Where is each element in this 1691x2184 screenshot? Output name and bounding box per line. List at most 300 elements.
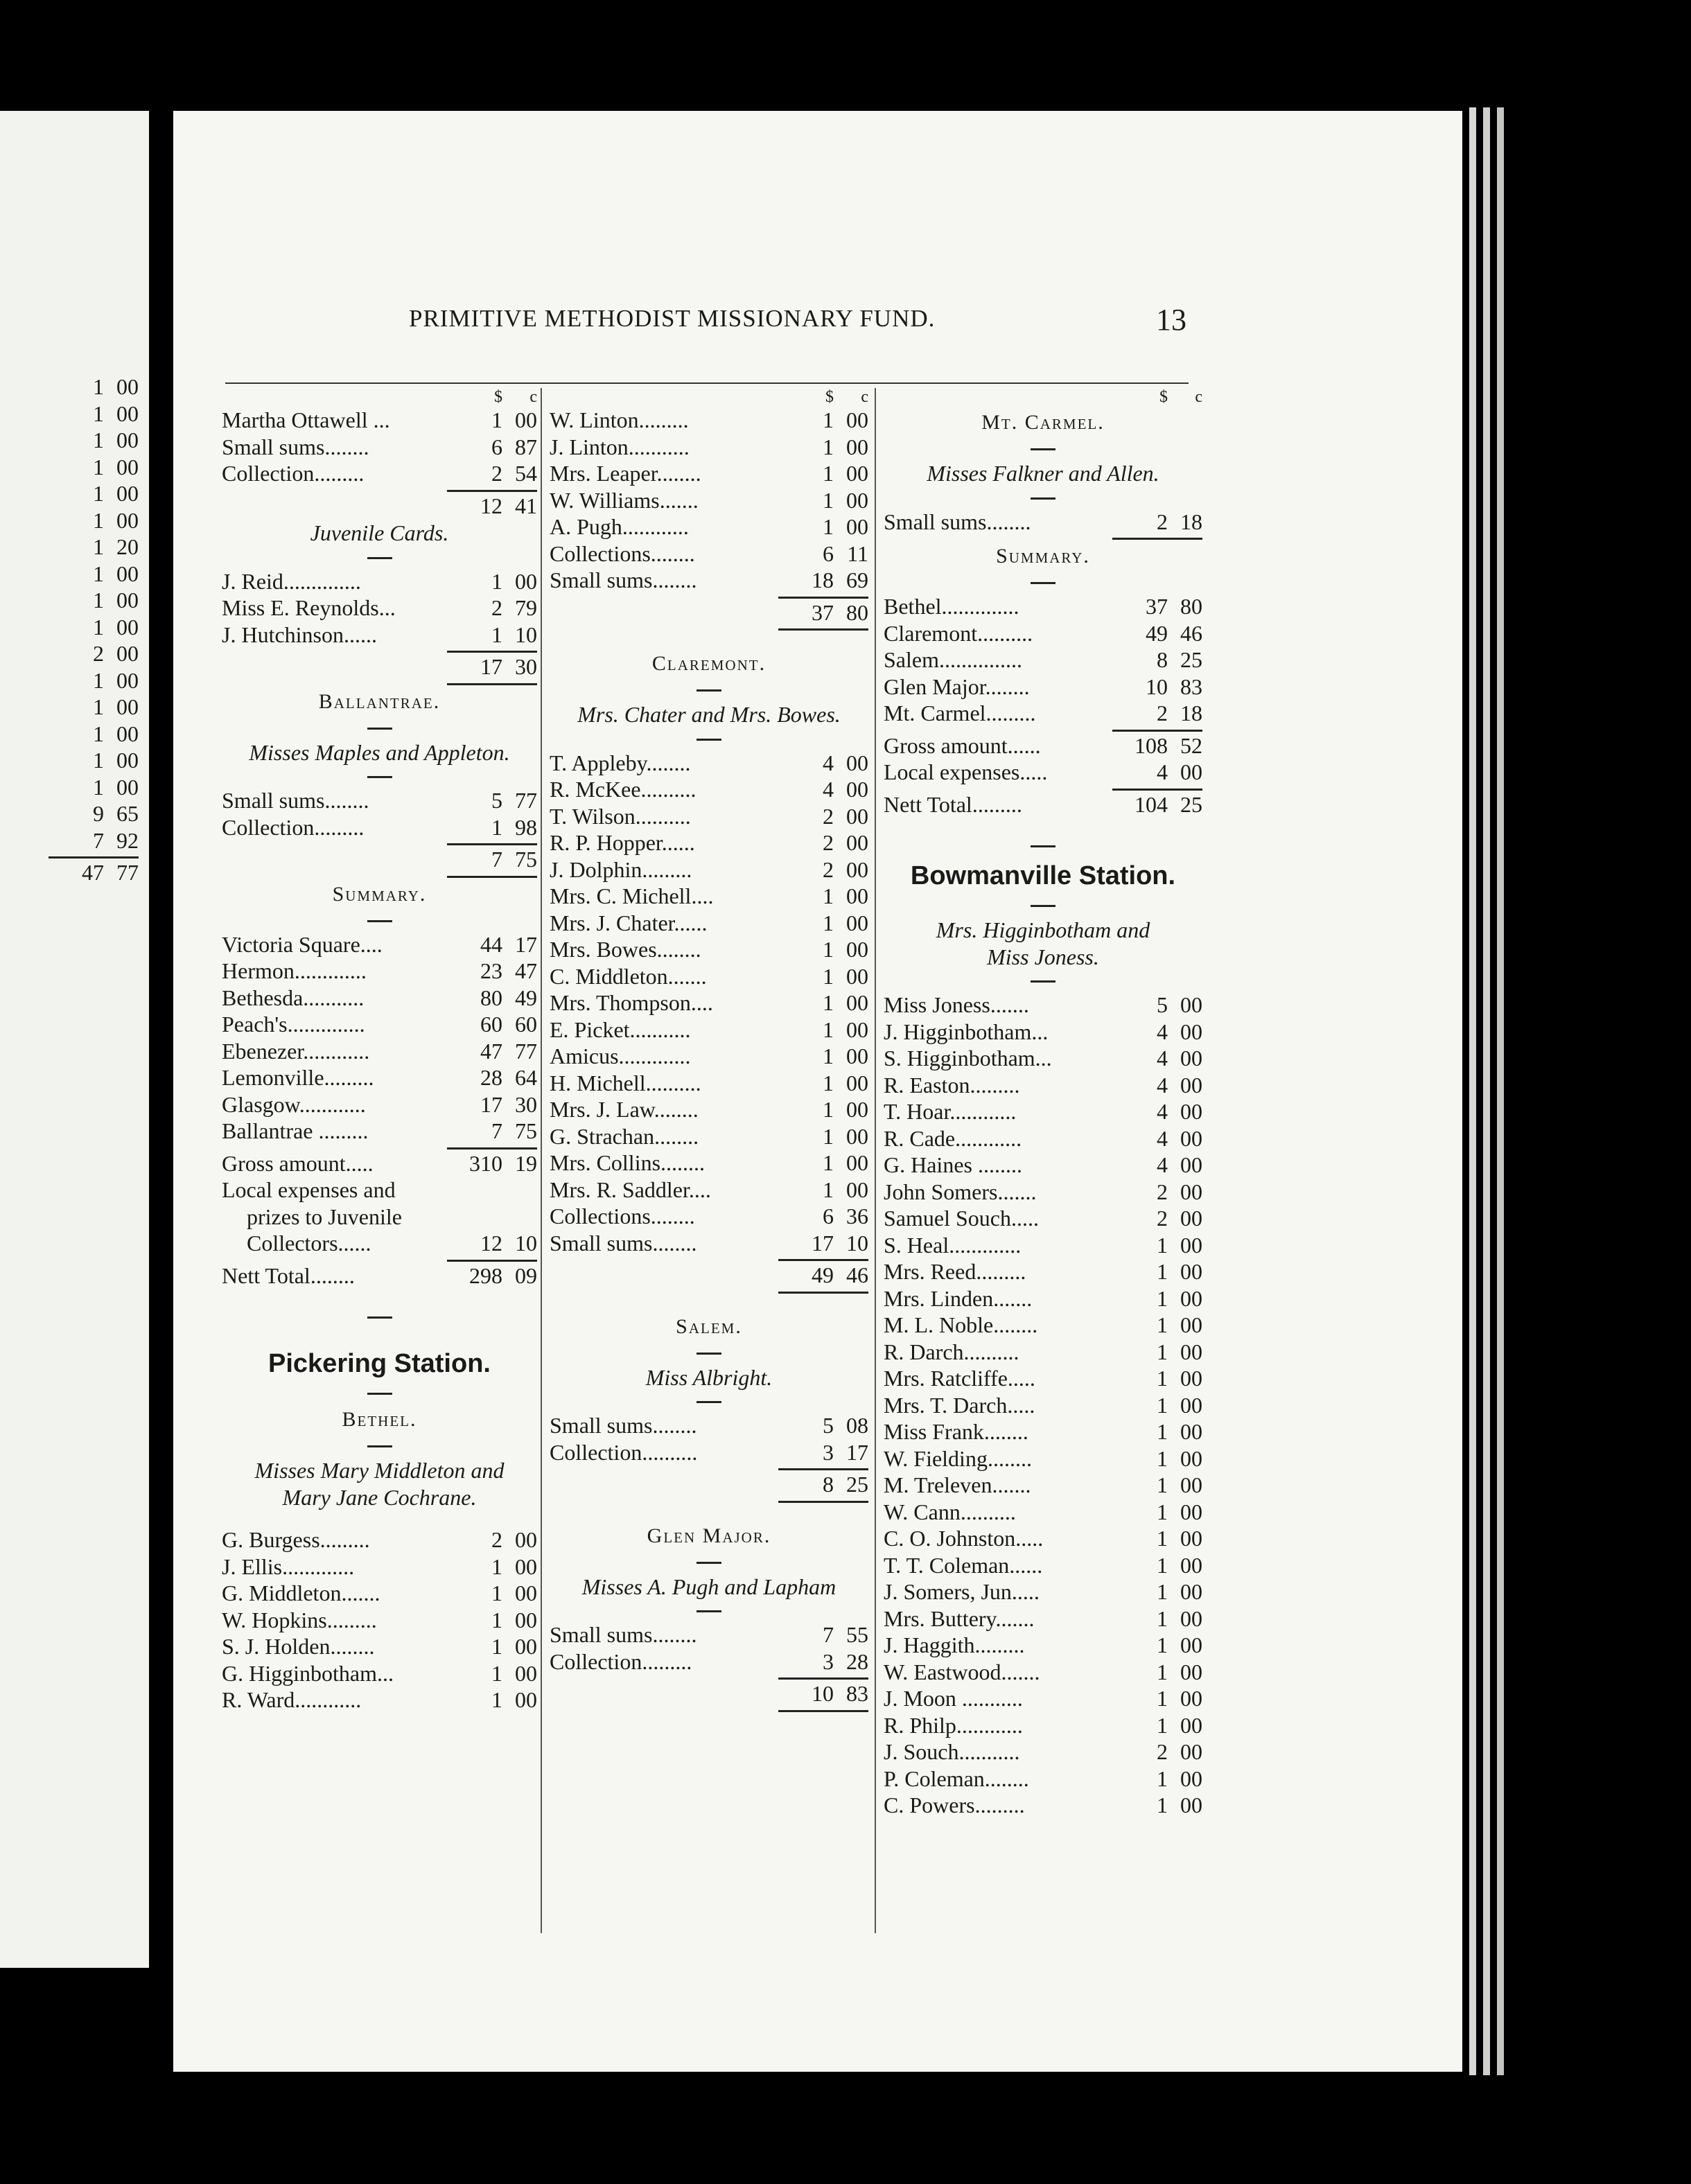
sum-rule bbox=[222, 841, 537, 847]
dollars: 37 bbox=[1146, 594, 1168, 619]
entry-name: R. Easton......... bbox=[884, 1072, 1020, 1098]
dollars: 1 bbox=[491, 1607, 502, 1632]
dash bbox=[550, 728, 868, 750]
entry-name: Bethesda........... bbox=[222, 985, 365, 1010]
dollars: 60 bbox=[480, 1012, 502, 1037]
cents: 75 bbox=[515, 847, 537, 872]
ledger-row bbox=[222, 1012, 537, 1039]
cents: 36 bbox=[846, 1204, 868, 1228]
ledger-row bbox=[222, 407, 537, 434]
ledger-row bbox=[550, 1097, 868, 1124]
fragment-row bbox=[0, 481, 139, 508]
dollars: 1 bbox=[1157, 1366, 1168, 1391]
entry-name: W. Linton......... bbox=[550, 407, 689, 432]
ledger-row bbox=[884, 1046, 1202, 1073]
cents: 00 bbox=[116, 481, 139, 506]
cents: 00 bbox=[1180, 1632, 1202, 1657]
cents: 20 bbox=[116, 534, 139, 559]
cents: 00 bbox=[116, 428, 139, 452]
cents: 55 bbox=[846, 1622, 868, 1647]
cents: 00 bbox=[116, 588, 139, 613]
entry-name: R. P. Hopper...... bbox=[550, 830, 695, 855]
cents: 00 bbox=[116, 667, 139, 693]
dollars: 4 bbox=[1157, 1046, 1168, 1071]
ledger-row bbox=[884, 1393, 1202, 1420]
cents: 98 bbox=[515, 814, 537, 840]
cents: 28 bbox=[846, 1648, 868, 1674]
cents: 00 bbox=[1180, 1019, 1202, 1044]
fragment-row bbox=[0, 721, 139, 748]
dollars: 6 bbox=[823, 1204, 834, 1228]
cents: 80 bbox=[846, 599, 868, 625]
cents: 00 bbox=[1180, 1179, 1202, 1204]
entry-name: J. Dolphin......... bbox=[550, 856, 692, 882]
entry-name: Salem............... bbox=[884, 647, 1022, 672]
cents: 52 bbox=[1180, 732, 1202, 758]
cents: 30 bbox=[515, 1091, 537, 1117]
ledger-row bbox=[550, 1124, 868, 1151]
cents: 00 bbox=[116, 774, 139, 800]
cents: 00 bbox=[116, 641, 139, 666]
cents: 00 bbox=[1180, 1739, 1202, 1764]
ledger-row bbox=[222, 932, 537, 959]
entry-name: C. Middleton....... bbox=[550, 963, 707, 989]
cents: 00 bbox=[1180, 1259, 1202, 1284]
ledger-row bbox=[550, 910, 868, 937]
cents: 00 bbox=[1180, 1312, 1202, 1337]
total-row bbox=[550, 1472, 868, 1499]
sum-rule bbox=[222, 1258, 537, 1263]
cents: 60 bbox=[515, 1012, 537, 1037]
ledger-row bbox=[222, 595, 537, 622]
station-heading-bowmanville: Bowmanville Station. bbox=[910, 861, 1176, 890]
cents: 00 bbox=[515, 1634, 537, 1659]
fragment-row bbox=[0, 775, 139, 802]
ledger-row bbox=[884, 647, 1202, 674]
cents: 54 bbox=[515, 461, 537, 486]
cents: 00 bbox=[116, 374, 139, 399]
cents: 09 bbox=[515, 1262, 537, 1288]
entry-name: Small sums........ bbox=[222, 434, 369, 459]
cents: 00 bbox=[1180, 1099, 1202, 1124]
cents: 00 bbox=[1180, 992, 1202, 1017]
ledger-row bbox=[884, 1659, 1202, 1687]
local-expenses-line: prizes to Juvenile bbox=[247, 1204, 402, 1229]
cents: 00 bbox=[846, 910, 868, 935]
entry-name: G. Burgess......... bbox=[222, 1527, 370, 1552]
dollars: 6 bbox=[823, 540, 834, 566]
entry-name: Collections........ bbox=[550, 540, 695, 566]
dollars: 4 bbox=[1157, 1099, 1168, 1124]
dollars: 1 bbox=[823, 514, 834, 539]
ledger-row bbox=[884, 992, 1202, 1019]
entry-name: Collection......... bbox=[550, 1648, 692, 1674]
spacer bbox=[222, 1328, 537, 1345]
dollars: 2 bbox=[491, 461, 502, 486]
entry-name: Small sums........ bbox=[550, 1413, 697, 1438]
dollars: 1 bbox=[93, 481, 104, 506]
dollars: 10 bbox=[1146, 673, 1168, 699]
dollars: 7 bbox=[491, 1118, 502, 1143]
entry-name: Miss Joness....... bbox=[884, 992, 1029, 1017]
ledger-row bbox=[884, 1233, 1202, 1260]
sum-rule bbox=[222, 649, 537, 654]
spacer bbox=[222, 1289, 537, 1306]
ledger-row bbox=[550, 1177, 868, 1204]
section-heading-mt-carmel: Mt. Carmel. bbox=[981, 411, 1105, 434]
fragment-row bbox=[0, 828, 139, 855]
entry-name: Collection......... bbox=[222, 461, 365, 486]
dollars: 1 bbox=[823, 937, 834, 962]
ledger-row bbox=[884, 733, 1202, 760]
dollars: 2 bbox=[93, 641, 104, 666]
dash bbox=[884, 970, 1202, 992]
dollars: 1 bbox=[93, 428, 104, 452]
cents: 41 bbox=[515, 493, 537, 518]
dollars: 1 bbox=[1157, 1552, 1168, 1578]
cents: 00 bbox=[846, 963, 868, 989]
entry-name: W. Hopkins......... bbox=[222, 1607, 377, 1632]
dash bbox=[222, 1382, 537, 1404]
cents: 18 bbox=[1180, 509, 1202, 534]
spacer bbox=[222, 1511, 537, 1527]
cents: 00 bbox=[846, 937, 868, 962]
ledger-row bbox=[884, 621, 1202, 648]
ledger-row bbox=[884, 1526, 1202, 1553]
dollars: 2 bbox=[1157, 509, 1168, 534]
cents: 00 bbox=[1180, 1046, 1202, 1071]
ledger-row bbox=[884, 1179, 1202, 1206]
section-heading-bethel: Bethel. bbox=[342, 1408, 417, 1431]
section-heading-glen-major: Glen Major. bbox=[647, 1524, 771, 1547]
dollars: 1 bbox=[491, 1580, 502, 1605]
dollars: 1 bbox=[1157, 1419, 1168, 1444]
ledger-row bbox=[884, 1419, 1202, 1446]
total-row bbox=[222, 493, 537, 520]
cents: 00 bbox=[116, 454, 139, 479]
ledger-row bbox=[222, 1039, 537, 1066]
column-2 bbox=[550, 388, 868, 1714]
entry-name: T. T. Coleman...... bbox=[884, 1552, 1043, 1578]
dollars: 49 bbox=[812, 1262, 834, 1287]
entry-name: Peach's.............. bbox=[222, 1012, 365, 1037]
total-row bbox=[222, 654, 537, 681]
dollars: 1 bbox=[1157, 1392, 1168, 1418]
cents: 00 bbox=[846, 487, 868, 513]
page-number: 13 bbox=[1156, 303, 1186, 337]
dollars: 1 bbox=[491, 622, 502, 647]
dash bbox=[550, 679, 868, 701]
ledger-row bbox=[222, 1231, 537, 1258]
cents: 80 bbox=[1180, 594, 1202, 619]
dollars: 1 bbox=[491, 1634, 502, 1659]
dollars: 1 bbox=[1157, 1632, 1168, 1657]
entry-name: C. O. Johnston..... bbox=[884, 1526, 1044, 1551]
dash bbox=[550, 1600, 868, 1622]
ledger-row bbox=[550, 1413, 868, 1440]
ledger-row bbox=[550, 777, 868, 804]
dollars: 4 bbox=[823, 777, 834, 802]
ledger-row bbox=[222, 985, 537, 1012]
cents: 00 bbox=[515, 407, 537, 432]
cents: 00 bbox=[1180, 1686, 1202, 1711]
entry-name: Mrs. C. Michell.... bbox=[550, 883, 714, 908]
dollars: 7 bbox=[823, 1622, 834, 1647]
entry-name: C. Powers......... bbox=[884, 1793, 1025, 1817]
dash bbox=[884, 487, 1202, 509]
ledger-row bbox=[884, 1126, 1202, 1153]
sum-rule bbox=[550, 1708, 868, 1714]
ledger-row bbox=[884, 1499, 1202, 1526]
ledger-row bbox=[222, 569, 537, 596]
ledger-row bbox=[884, 759, 1202, 786]
cents: 00 bbox=[1180, 1339, 1202, 1364]
entry-name: Mrs. R. Saddler.... bbox=[550, 1177, 711, 1202]
dollars: 298 bbox=[469, 1262, 502, 1288]
dollars: 1 bbox=[93, 614, 104, 640]
cents: 00 bbox=[846, 1016, 868, 1042]
ledger-row bbox=[884, 1579, 1202, 1606]
cents: 00 bbox=[846, 434, 868, 459]
ledger-row bbox=[550, 1204, 868, 1231]
ledger-row bbox=[884, 1472, 1202, 1499]
cents: 64 bbox=[515, 1065, 537, 1090]
dollars: 3 bbox=[823, 1648, 834, 1674]
dollars: 3 bbox=[823, 1439, 834, 1465]
ledger-row bbox=[550, 434, 868, 461]
ledger-row bbox=[884, 1446, 1202, 1473]
dollars: 104 bbox=[1134, 791, 1168, 817]
sum-rule bbox=[222, 874, 537, 879]
entry-name: R. Cade............ bbox=[884, 1125, 1022, 1151]
dollars: 47 bbox=[82, 860, 104, 885]
ledger-row bbox=[550, 857, 868, 884]
sum-rule bbox=[550, 1257, 868, 1262]
cents: 30 bbox=[515, 654, 537, 679]
ledger-row bbox=[884, 1019, 1202, 1046]
collectors: Mary Jane Cochrane. bbox=[282, 1484, 477, 1510]
entry-name: Nett Total......... bbox=[884, 791, 1022, 817]
entry-name: S. Heal............. bbox=[884, 1232, 1022, 1258]
dollars: 1 bbox=[491, 814, 502, 840]
sum-rule bbox=[222, 488, 537, 493]
ledger-row bbox=[550, 804, 868, 831]
dollar-sign: $ bbox=[825, 388, 834, 406]
dollars: 17 bbox=[480, 654, 502, 679]
cent-sign: c bbox=[529, 388, 537, 406]
fragment-row bbox=[0, 374, 139, 401]
total-row bbox=[550, 600, 868, 627]
dollar-sign: $ bbox=[494, 388, 502, 406]
currency-header bbox=[884, 388, 1202, 407]
column-1 bbox=[222, 388, 537, 1714]
dollars: 23 bbox=[480, 958, 502, 983]
dollars: 7 bbox=[93, 827, 104, 853]
cent-sign: c bbox=[1195, 388, 1202, 406]
section-heading-ballantrae: Ballantrae. bbox=[318, 689, 441, 713]
total-row bbox=[222, 847, 537, 874]
ledger-row bbox=[222, 1263, 537, 1290]
entry-name: W. Fielding........ bbox=[884, 1445, 1032, 1471]
dollars: 310 bbox=[469, 1150, 502, 1176]
dash bbox=[222, 547, 537, 569]
ledger-row bbox=[222, 1065, 537, 1092]
fragment-row bbox=[0, 668, 139, 695]
ledger-row bbox=[550, 1231, 868, 1258]
dollars: 1 bbox=[823, 1097, 834, 1122]
ledger-row bbox=[884, 1259, 1202, 1286]
cents: 25 bbox=[1180, 647, 1202, 672]
ledger-row bbox=[222, 1634, 537, 1661]
entry-name: Small sums........ bbox=[550, 1622, 697, 1647]
dollars: 1 bbox=[1157, 1793, 1168, 1817]
cents: 00 bbox=[515, 1580, 537, 1605]
dollars: 5 bbox=[491, 788, 502, 813]
cents: 00 bbox=[846, 803, 868, 829]
fragment-row bbox=[0, 561, 139, 588]
sum-rule bbox=[550, 1289, 868, 1295]
fragment-row bbox=[0, 801, 139, 828]
entry-name: S. J. Holden........ bbox=[222, 1634, 375, 1659]
entry-name: J. Reid.............. bbox=[222, 568, 361, 594]
ledger-row bbox=[884, 792, 1202, 819]
entry-name: Miss Frank........ bbox=[884, 1419, 1028, 1444]
ledger-row bbox=[222, 1661, 537, 1688]
dollars: 4 bbox=[1157, 759, 1168, 784]
ledger-row bbox=[550, 1649, 868, 1676]
cents: 00 bbox=[846, 1097, 868, 1122]
ledger-row bbox=[222, 958, 537, 985]
ledger-row bbox=[550, 514, 868, 541]
cents: 10 bbox=[846, 1230, 868, 1256]
entry-name: Glen Major........ bbox=[884, 673, 1030, 699]
collectors: Miss Joness. bbox=[987, 944, 1099, 969]
ledger-row bbox=[222, 1554, 537, 1581]
dollars: 2 bbox=[1157, 1179, 1168, 1204]
dollars: 1 bbox=[491, 1553, 502, 1579]
entry-name: Samuel Souch..... bbox=[884, 1206, 1039, 1231]
dollars: 6 bbox=[491, 434, 502, 459]
dollars: 1 bbox=[823, 461, 834, 486]
dollars: 1 bbox=[1157, 1712, 1168, 1738]
entry-name: P. Coleman........ bbox=[884, 1765, 1029, 1791]
dollars: 47 bbox=[480, 1038, 502, 1064]
entry-name: R. McKee.......... bbox=[550, 777, 696, 802]
cents: 00 bbox=[515, 1527, 537, 1552]
cents: 92 bbox=[116, 827, 139, 853]
fragment-row bbox=[0, 641, 139, 668]
ledger-row bbox=[550, 1043, 868, 1071]
dollars: 4 bbox=[823, 750, 834, 775]
dash bbox=[884, 572, 1202, 594]
ledger-row bbox=[884, 1339, 1202, 1366]
dollars: 1 bbox=[823, 434, 834, 459]
entry-name: J. Souch........... bbox=[884, 1739, 1020, 1764]
entry-name: Victoria Square.... bbox=[222, 931, 383, 957]
ledger-row bbox=[884, 594, 1202, 621]
cents: 00 bbox=[116, 561, 139, 586]
dollars: 1 bbox=[93, 721, 104, 746]
dollars: 108 bbox=[1134, 732, 1168, 758]
ledger-row bbox=[222, 1580, 537, 1608]
dollars: 1 bbox=[823, 1150, 834, 1175]
cents: 00 bbox=[116, 400, 139, 426]
cents: 00 bbox=[116, 507, 139, 533]
entry-name: Collectors...... bbox=[247, 1231, 371, 1256]
dollars: 2 bbox=[823, 856, 834, 882]
entry-name: J. Haggith......... bbox=[884, 1632, 1025, 1657]
cents: 00 bbox=[846, 514, 868, 539]
dollars: 1 bbox=[1157, 1339, 1168, 1364]
dollars: 1 bbox=[93, 400, 104, 426]
cents: 83 bbox=[1180, 673, 1202, 699]
sum-rule bbox=[550, 595, 868, 600]
dollars: 37 bbox=[812, 599, 834, 625]
ledger-row bbox=[884, 1553, 1202, 1580]
sum-rule bbox=[222, 1145, 537, 1151]
cents: 18 bbox=[1180, 701, 1202, 725]
ledger-row bbox=[884, 674, 1202, 701]
cents: 00 bbox=[1180, 1659, 1202, 1684]
cents: 69 bbox=[846, 567, 868, 592]
dash bbox=[884, 835, 1202, 857]
dollars: 1 bbox=[93, 561, 104, 586]
section-heading-salem: Salem. bbox=[676, 1314, 742, 1338]
ledger-row bbox=[550, 750, 868, 777]
ledger-row bbox=[884, 1686, 1202, 1713]
entry-name: W. Eastwood....... bbox=[884, 1659, 1040, 1684]
dollars: 4 bbox=[1157, 1072, 1168, 1098]
dollars: 8 bbox=[1157, 647, 1168, 672]
column-3 bbox=[884, 388, 1202, 1820]
cents: 00 bbox=[846, 883, 868, 908]
cents: 11 bbox=[847, 540, 868, 566]
dollars: 1 bbox=[1157, 1659, 1168, 1684]
entry-name: Small sums........ bbox=[550, 567, 697, 592]
ledger-row bbox=[884, 1606, 1202, 1633]
dollars: 5 bbox=[1157, 992, 1168, 1017]
dollars: 2 bbox=[1157, 1206, 1168, 1231]
cents: 00 bbox=[1180, 1072, 1202, 1098]
entry-name: Mrs. J. Law........ bbox=[550, 1097, 699, 1122]
dash bbox=[222, 910, 537, 932]
dash bbox=[222, 717, 537, 739]
dollars: 1 bbox=[823, 990, 834, 1015]
dollars: 1 bbox=[1157, 1686, 1168, 1711]
collectors: Mrs. Chater and Mrs. Bowes. bbox=[577, 702, 841, 727]
dollars: 9 bbox=[93, 801, 104, 826]
fragment-row bbox=[0, 534, 139, 561]
entry-name: Mrs. J. Chater...... bbox=[550, 910, 708, 935]
dollars: 1 bbox=[823, 910, 834, 935]
dollars: 1 bbox=[93, 667, 104, 693]
sum-rule bbox=[550, 1499, 868, 1504]
dollars: 1 bbox=[823, 1123, 834, 1149]
dollars: 2 bbox=[823, 803, 834, 829]
entry-name: Nett Total........ bbox=[222, 1262, 355, 1288]
cents: 00 bbox=[846, 1150, 868, 1175]
entry-name: John Somers....... bbox=[884, 1179, 1037, 1204]
entry-name: Small sums........ bbox=[550, 1230, 697, 1256]
dollars: 2 bbox=[1157, 1739, 1168, 1764]
entry-name: R. Ward............ bbox=[222, 1687, 362, 1712]
fragment-row bbox=[0, 748, 139, 775]
dollars: 10 bbox=[812, 1681, 834, 1706]
cents: 10 bbox=[515, 1231, 537, 1256]
cents: 00 bbox=[1180, 1419, 1202, 1444]
cents: 00 bbox=[1180, 1499, 1202, 1524]
cents: 00 bbox=[846, 1177, 868, 1202]
